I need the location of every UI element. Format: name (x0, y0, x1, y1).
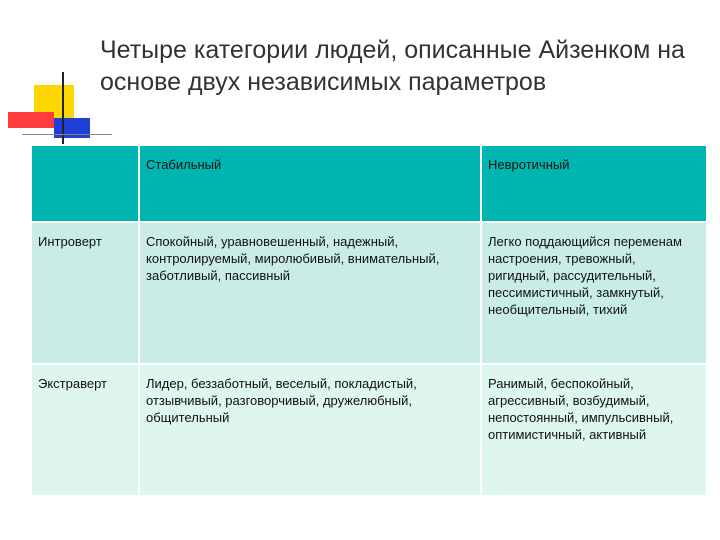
table-header-row (31, 145, 707, 222)
decor-blue-square (54, 118, 90, 138)
table-row-extravert (31, 364, 707, 496)
cell-neurotic: Легко поддающийся переменам настроения, тревожный, ригидный, рассудительный, пессимистичный, замкнутый, необщительный, тихий (481, 222, 707, 364)
row-label: Интроверт (31, 222, 139, 364)
row-label: Экстраверт (31, 364, 139, 496)
slide-title: Четыре категории людей, описанные Айзенком на основе двух независимых параметров (100, 36, 685, 96)
categories-table (30, 144, 708, 497)
decor-red-bar (8, 112, 54, 128)
header-cell-neurotic: Невротичный (481, 145, 707, 222)
cell-neurotic: Ранимый, беспокойный, агрессивный, возбудимый, непостоянный, импульсивный, оптимистичный, активный (481, 364, 707, 496)
table-row-introvert (31, 222, 707, 364)
cell-stable: Лидер, беззаботный, веселый, покладистый, отзывчивый, разговорчивый, дружелюбный, общительный (139, 364, 481, 496)
header-cell-stable: Стабильный (139, 145, 481, 222)
decor-horizontal-line (22, 134, 112, 135)
cell-stable: Спокойный, уравновешенный, надежный, контролируемый, миролюбивый, внимательный, заботливый, пассивный (139, 222, 481, 364)
header-cell-empty (31, 145, 139, 222)
